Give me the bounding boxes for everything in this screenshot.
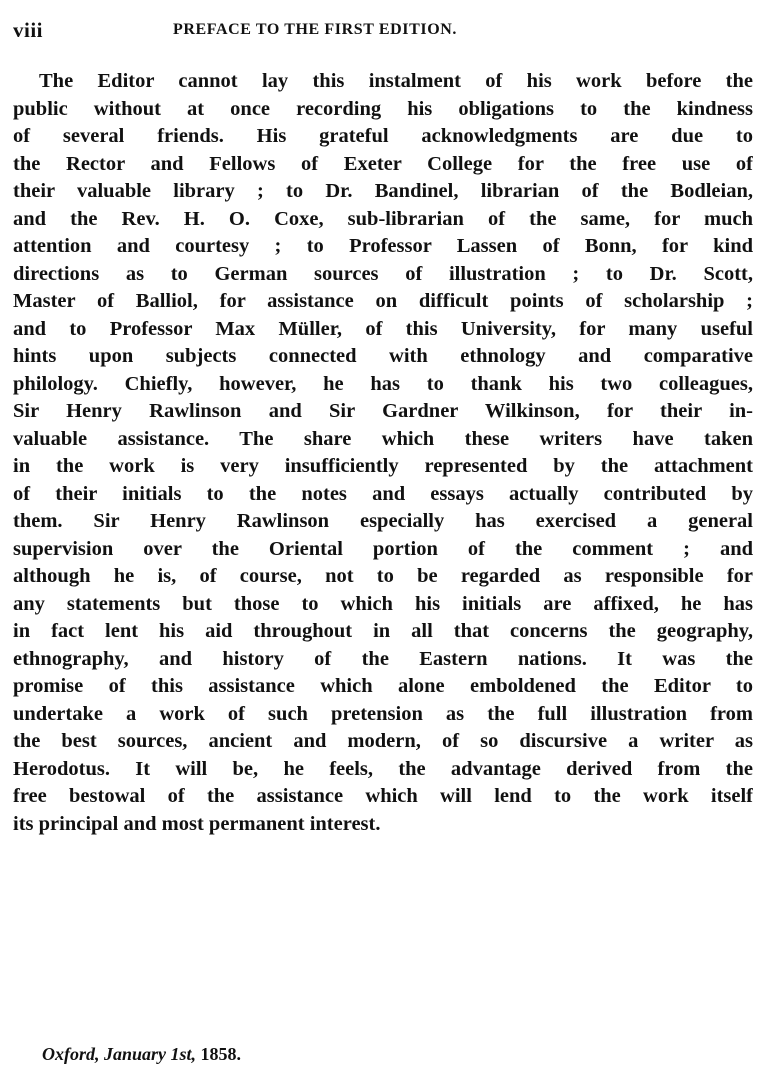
dateline	[42, 1044, 241, 1065]
text-line: The Editor cannot lay this instalment of his work before the	[39, 70, 753, 92]
text-line: them. Sir Henry Rawlinson especially has exercised a general	[13, 510, 753, 532]
text-line: in fact lent his aid throughout in all that concerns the geography,	[13, 620, 753, 642]
text-line: free bestowal of the assistance which will lend to the work itself	[13, 785, 753, 807]
text-line: undertake a work of such pretension as the full illustration from	[13, 702, 753, 725]
text-line: hints upon subjects connected with ethnology and comparative	[13, 345, 753, 367]
text-line: the best sources, ancient and modern, of so discursive a writer as	[13, 730, 753, 752]
text-line: of their initials to the notes and essays actually contributed by	[13, 482, 753, 505]
dateline-year: 1858.	[200, 1044, 242, 1064]
text-line: attention and courtesy ; to Professor Lassen of Bonn, for kind	[13, 235, 753, 257]
text-line: in the work is very insufficiently represented by the attachment	[13, 455, 753, 477]
text-line: their valuable library ; to Dr. Bandinel, librarian of the Bodleian,	[13, 180, 753, 202]
text-line: of several friends. His grateful acknowledgments are due to	[13, 125, 753, 147]
text-line: although he is, of course, not to be regarded as responsible for	[13, 565, 753, 587]
text-line: any statements but those to which his initials are affixed, he has	[13, 592, 753, 615]
text-line: Master of Balliol, for assistance on difficult points of scholarship ;	[13, 290, 753, 312]
text-line: ethnography, and history of the Eastern nations. It was the	[13, 647, 753, 670]
running-head	[13, 18, 753, 48]
dateline-place: Oxford,	[42, 1044, 100, 1064]
text-line: the Rector and Fellows of Exeter College for the free use of	[13, 152, 753, 175]
text-line: public without at once recording his obligations to the kindness	[13, 97, 753, 120]
preface-paragraph	[13, 68, 753, 838]
page-number: viii	[13, 18, 44, 42]
text-line: directions as to German sources of illustration ; to Dr. Scott,	[13, 262, 753, 285]
text-line: and the Rev. H. O. Coxe, sub-librarian of the same, for much	[13, 207, 753, 230]
dateline-date: January 1st,	[104, 1044, 197, 1064]
page-header-title: PREFACE TO THE FIRST EDITION.	[173, 21, 457, 38]
text-line: promise of this assistance which alone emboldened the Editor to	[13, 675, 753, 697]
text-line: philology. Chiefly, however, he has to thank his two colleagues,	[13, 372, 753, 395]
text-line: Herodotus. It will be, he feels, the advantage derived from the	[13, 757, 753, 780]
text-line: supervision over the Oriental portion of the comment ; and	[13, 537, 753, 560]
text-line: its principal and most permanent interest.	[13, 812, 381, 835]
text-line: valuable assistance. The share which these writers have taken	[13, 427, 753, 450]
text-line: and to Professor Max Müller, of this University, for many useful	[13, 317, 753, 340]
text-line: Sir Henry Rawlinson and Sir Gardner Wilkinson, for their in-	[13, 400, 753, 422]
